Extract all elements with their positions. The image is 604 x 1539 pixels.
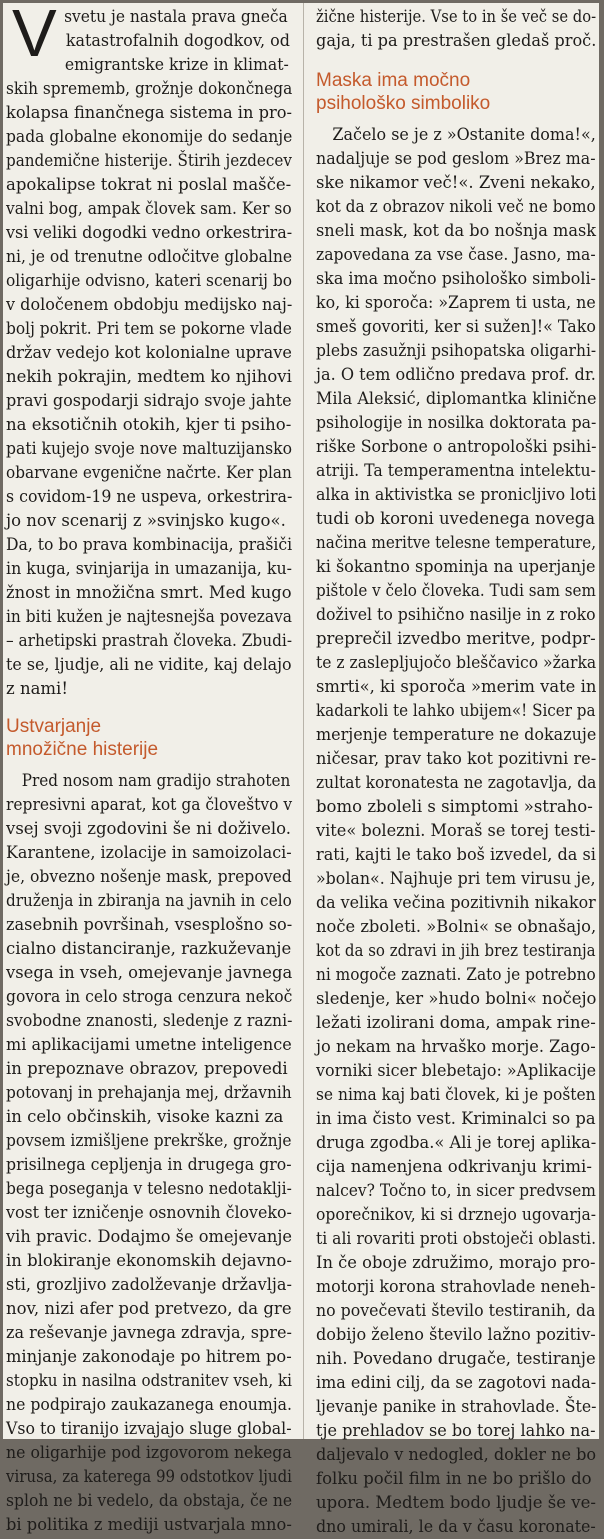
text-line: alka in aktivistka se pronicljivo loti bbox=[316, 485, 597, 504]
text-line: Pred nosom nam gradijo strahoten bbox=[21, 771, 291, 790]
text-line: merjenje temperature ne dokazuje bbox=[316, 725, 597, 744]
text-line: svetu je nastala prava gneča bbox=[64, 7, 288, 26]
text-line: Mila Aleksić, diplomantka klinične bbox=[316, 389, 597, 408]
text-line: ne podpirajo zaukazanega enoumja. bbox=[6, 1395, 292, 1414]
text-line: potovanj in prehajanja mej, državnih bbox=[6, 1083, 292, 1102]
text-line: govora in celo stroga cenzura nekoč bbox=[6, 987, 293, 1006]
text-line: katastrofalnih dogodkov, od bbox=[65, 31, 290, 50]
text-line: sneli mask, kot da bo nošnja mask bbox=[316, 221, 597, 240]
text-line: ko, ki sporoča: »Zaprem ti usta, ne bbox=[316, 293, 596, 312]
text-line: bolj pokrit. Pri tem se pokorne vlade bbox=[6, 319, 292, 338]
heading-line: Maska ima močno bbox=[316, 70, 471, 91]
text-line: oligarhije odvisno, kateri scenarij bo bbox=[6, 271, 293, 290]
drop-cap: V bbox=[12, 0, 57, 71]
text-line: bi politika z mediji ustvarjala mno- bbox=[6, 1515, 292, 1534]
text-line: in celo občinskih, visoke kazni za bbox=[6, 1107, 284, 1126]
text-line: mi aplikacijami umetne inteligence bbox=[6, 1035, 292, 1054]
text-line: prisilnega cepljenja in drugega gro- bbox=[6, 1155, 292, 1174]
text-line: z nami! bbox=[6, 679, 68, 698]
text-line: ima edini cilj, da se zagotovi nada- bbox=[316, 1373, 597, 1392]
text-line: kot da so zdravi in jih brez testiranja bbox=[316, 941, 596, 960]
mass-hysteria-paragraph bbox=[6, 769, 293, 1537]
text-line: dno umirali, le da v času koronate- bbox=[316, 1517, 596, 1536]
text-line: te se, ljudje, ali ne vidite, kaj delajo bbox=[6, 655, 292, 674]
text-line: tje prehladov se bo torej lahko na- bbox=[316, 1421, 596, 1440]
text-line: riške Sorbone o antropološki psihi- bbox=[316, 437, 597, 456]
text-line: oporečnikov, ki si drznejo ugovarja- bbox=[316, 1205, 597, 1224]
heading-line: množične histerije bbox=[6, 739, 159, 760]
text-line: ni, je od trenutne odločitve globalne bbox=[6, 247, 293, 266]
text-line: sledenje, ker »hudo bolni« nočejo bbox=[316, 989, 597, 1008]
text-line: dobijo želeno število lažno pozitiv- bbox=[316, 1325, 596, 1344]
section-heading-mass-hysteria bbox=[6, 715, 293, 761]
text-line: doživel to psihično nasilje in z roko bbox=[316, 605, 596, 624]
text-line: ki šokantno spominja na uperjanje bbox=[316, 557, 596, 576]
text-line: bomo zboleli s simptomi »straho- bbox=[316, 797, 593, 816]
text-line: ja. O tem odlično predava prof. dr. bbox=[316, 365, 596, 384]
text-line: valni bog, ampak človek sam. Ker so bbox=[6, 199, 292, 218]
text-line: pištole v čelo človeka. Tudi sam sem bbox=[316, 581, 596, 600]
text-line: Karantene, izolacije in samoizolaci- bbox=[6, 843, 292, 862]
text-line: druženja in zbiranja na javnih in celo bbox=[6, 891, 292, 910]
text-line: ti ali rovariti proti obstoječi oblasti. bbox=[316, 1229, 597, 1248]
text-line: ska ima močno psihološko simboli- bbox=[316, 269, 596, 288]
text-line: psihologije in nosilka doktorata pa- bbox=[316, 413, 597, 432]
heading-line: Ustvarjanje bbox=[6, 716, 102, 737]
intro-paragraph bbox=[6, 0, 293, 701]
text-line: nekih pokrajin, medtem ko njihovi bbox=[6, 367, 292, 386]
text-line: Začelo se je z »Ostanite doma!«, bbox=[332, 125, 596, 144]
text-line: vih pravic. Dodajmo še omejevanje bbox=[6, 1227, 292, 1246]
text-line: smrti«, ki sporoča »merim vate in bbox=[316, 677, 597, 696]
text-line: ležati izolirani doma, ampak rine- bbox=[316, 1013, 596, 1032]
text-line: represivni aparat, kot ga človeštvo v bbox=[6, 795, 293, 814]
text-line: sploh ne bi vedelo, da obstaja, če ne bbox=[6, 1491, 293, 1510]
text-line: žnost in množična smrt. Med kugo bbox=[6, 583, 292, 602]
text-line: jo nekam na hrvaško morje. Zago- bbox=[316, 1037, 596, 1056]
text-line: gaja, ti pa prestrašen gledaš proč. bbox=[316, 31, 597, 50]
text-line: smeš govoriti, ker si sužen]!« Tako bbox=[316, 317, 596, 336]
text-line: je, obvezno nošenje mask, prepoved bbox=[6, 867, 292, 886]
text-line: ske nikamor več!«. Zveni nekako, bbox=[316, 173, 596, 192]
text-line: pada globalne ekonomije do sedanje bbox=[6, 127, 293, 146]
heading-line: psihološko simboliko bbox=[316, 93, 491, 114]
text-line: vite« bolezni. Moraš se torej testi- bbox=[316, 821, 596, 840]
text-line: cialno distanciranje, razkuževanje bbox=[6, 939, 292, 958]
text-line: žične histerije. Vse to in še več se do- bbox=[316, 7, 597, 26]
text-line: atriji. Ta temperamentna intelektu- bbox=[316, 461, 596, 480]
text-line: upora. Medtem bodo ljudje še ve- bbox=[316, 1493, 596, 1512]
text-line: In če oboje združimo, morajo pro- bbox=[316, 1253, 596, 1272]
text-line: pandemične histerije. Štirih jezdecev bbox=[6, 151, 292, 170]
text-line: in ima čisto vest. Kriminalci so pa bbox=[316, 1109, 596, 1128]
text-line: se nima kaj bati človek, ki je pošten bbox=[316, 1085, 596, 1104]
text-line: nalcev? Točno to, in sicer predvsem bbox=[316, 1181, 596, 1200]
text-line: pati kujejo svoje nove maltuzijansko bbox=[6, 439, 293, 458]
magazine-page bbox=[3, 0, 599, 1536]
section-heading-mask-symbolism bbox=[316, 69, 597, 115]
text-line: nih. Povedano drugače, testiranje bbox=[316, 1349, 596, 1368]
text-line: jo nov scenarij z »svinjsko kugo«. bbox=[6, 511, 286, 530]
text-line: stopku in nasilna odstranitev vseh, ki bbox=[6, 1371, 292, 1390]
text-line: ničesar, prav tako kot pozitivni re- bbox=[316, 749, 597, 768]
mask-symbolism-paragraph bbox=[316, 123, 597, 1539]
text-line: ljevanje panike in strahovlade. Šte- bbox=[316, 1397, 597, 1416]
text-line: držav vedejo kot kolonialne uprave bbox=[6, 343, 292, 362]
text-line: vsej svoji zgodovini še ni doživelo. bbox=[6, 819, 292, 838]
text-line: vorniki sicer blebetajo: »Aplikacije bbox=[316, 1061, 597, 1080]
text-line: skih sprememb, grožnje dokončnega bbox=[6, 79, 293, 98]
text-line: vsega in vseh, omejevanje javnega bbox=[6, 963, 293, 982]
text-line: obarvane evgenične načrte. Ker plan bbox=[6, 463, 292, 482]
text-line: motorji korona strahovlade neneh- bbox=[316, 1277, 596, 1296]
text-line: preprečil izvedbo meritve, podpr- bbox=[316, 629, 596, 648]
text-line: in prepoznave obrazov, prepovedi bbox=[6, 1059, 288, 1078]
text-line: kot da z obrazov nikoli več ne bomo bbox=[316, 197, 596, 216]
text-line: in biti kužen je najtesnejša povezava bbox=[6, 607, 292, 626]
text-line: načina meritve telesne temperature, bbox=[316, 533, 597, 552]
text-line: zultat koronatesta ne zagotavlja, da bbox=[316, 773, 597, 792]
text-line: zapovedana za vse čase. Jasno, ma- bbox=[316, 245, 596, 264]
text-line: nov, nizi afer pod pretvezo, da gre bbox=[6, 1299, 292, 1318]
text-line: ni mogoče zaznati. Zato je potrebno bbox=[316, 965, 596, 984]
left-column bbox=[6, 0, 293, 1537]
text-line: rati, kajti le tako boš izvedel, da si bbox=[316, 845, 596, 864]
text-line: in blokiranje ekonomskih dejavno- bbox=[6, 1251, 292, 1270]
text-line: plebs zasužnji psihopatska oligarhi- bbox=[316, 341, 597, 360]
text-line: te z zaslepljujočo bleščavico »žarka bbox=[316, 653, 597, 672]
text-line: pravi gospodarji sidrajo svoje jahte bbox=[6, 391, 292, 410]
text-line: Da, to bo prava kombinacija, prašiči bbox=[6, 535, 293, 554]
text-line: v določenem obdobju medijsko naj- bbox=[6, 295, 293, 314]
text-line: vost ter izničenje osnovnih človeko- bbox=[6, 1203, 292, 1222]
text-line: folku počil film in ne bo prišlo do bbox=[316, 1469, 592, 1488]
text-line: vsi veliki dogodki vedno orkestrira- bbox=[6, 223, 293, 242]
text-line: za reševanje javnega zdravja, spre- bbox=[6, 1323, 292, 1342]
text-line: apokalipse tokrat ni poslal mašče- bbox=[6, 175, 292, 194]
text-line: minjanje zakonodaje po hitrem po- bbox=[6, 1347, 292, 1366]
text-line: daljevalo v nedogled, dokler ne bo bbox=[316, 1445, 597, 1464]
text-line: da velika večina pozitivnih nikakor bbox=[316, 893, 596, 912]
text-line: noče zboleti. »Bolni« se obnašajo, bbox=[316, 917, 597, 936]
continued-paragraph bbox=[316, 3, 597, 53]
text-line: bega poseganja v telesno nedotaklji- bbox=[6, 1179, 292, 1198]
text-line: Vso to tiranijo izvajajo sluge global- bbox=[6, 1419, 292, 1438]
text-line: in kuga, svinjarija in umazanija, ku- bbox=[6, 559, 293, 578]
text-line: kadarkoli te lahko ubijem«! Sicer pa bbox=[316, 701, 596, 720]
text-line: s covidom-19 ne uspeva, orkestrira- bbox=[6, 487, 293, 506]
text-line: druga zgodba.« Ali je torej aplika- bbox=[316, 1133, 597, 1152]
text-line: nadaljuje se pod geslom »Brez ma- bbox=[316, 149, 596, 168]
text-line: kolapsa finančnega sistema in pro- bbox=[6, 103, 292, 122]
text-line: povsem izmišljene prekrške, grožnje bbox=[6, 1131, 292, 1150]
text-line: na eksotičnih otokih, kjer ti psiho- bbox=[6, 415, 292, 434]
right-column bbox=[316, 3, 597, 1539]
text-line: emigrantske krize in klimat- bbox=[64, 55, 289, 74]
text-line: – arhetipski prastrah človeka. Zbudi- bbox=[6, 631, 292, 650]
text-line: cija namenjena odkrivanju krimi- bbox=[316, 1157, 592, 1176]
text-line: no povečevati število testiranih, da bbox=[316, 1301, 596, 1320]
text-line: tudi ob koroni uvedenega novega bbox=[316, 509, 596, 528]
text-line: svobodne znanosti, sledenje z razni- bbox=[6, 1011, 293, 1030]
text-line: »bolan«. Najhuje pri tem virusu je, bbox=[316, 869, 596, 888]
text-line: sti, grozljivo zadolževanje državlja- bbox=[6, 1275, 292, 1294]
column-divider bbox=[303, 3, 304, 1439]
text-line: zasebnih površinah, vsesplošno so- bbox=[6, 915, 293, 934]
text-line: virusa, za katerega 99 odstotkov ljudi bbox=[6, 1467, 292, 1486]
text-line: ne oligarhije pod izgovorom nekega bbox=[6, 1443, 292, 1462]
